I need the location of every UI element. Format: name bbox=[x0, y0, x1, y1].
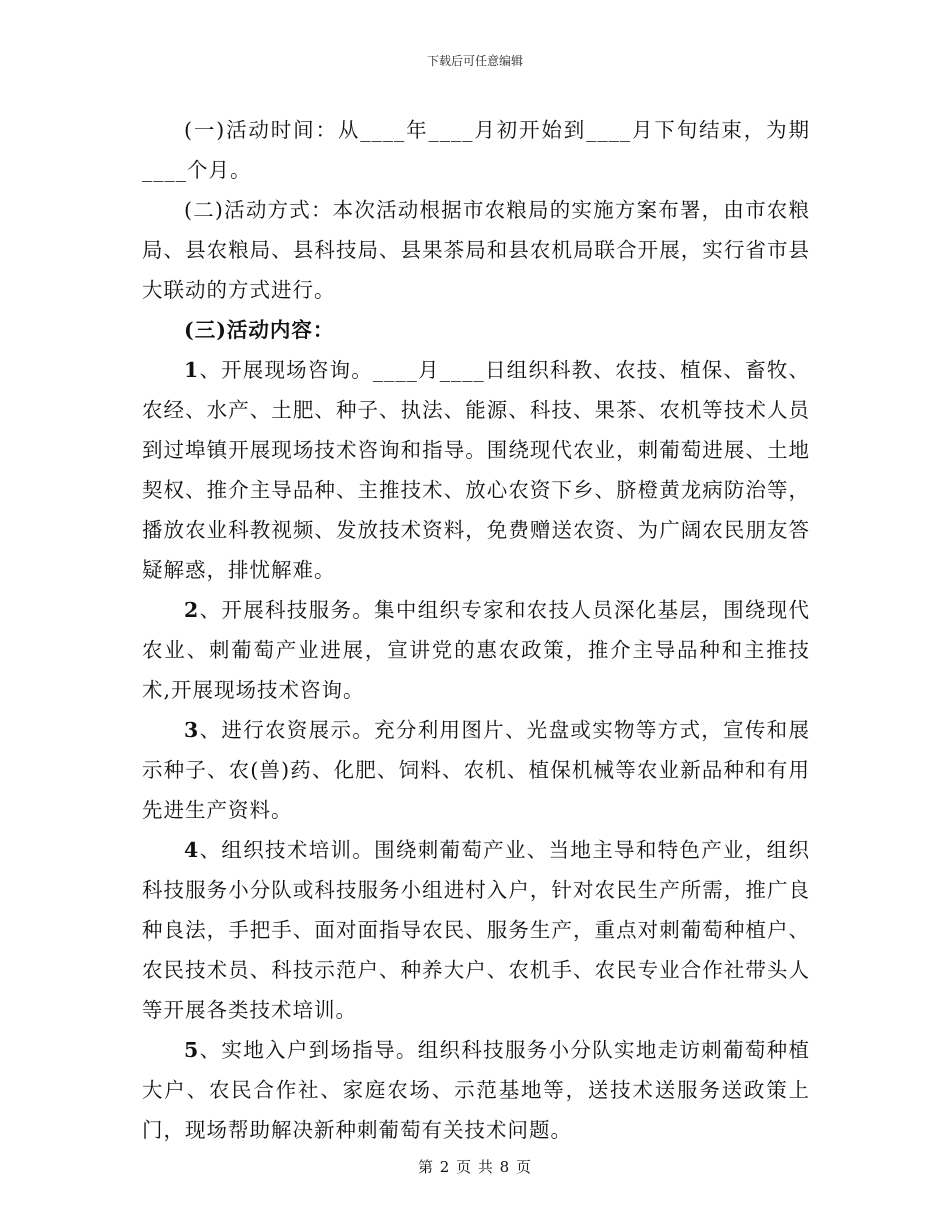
item-number: 2 bbox=[184, 598, 200, 622]
list-item-tech-service bbox=[142, 590, 810, 710]
list-item-onsite-consulting bbox=[142, 350, 810, 590]
page-header: 下载后可任意编辑 bbox=[426, 54, 523, 68]
list-item-agri-display bbox=[142, 710, 810, 830]
item-text: 、组织技术培训。围绕刺葡萄产业、当地主导和特色产业，组织科技服务小分队或科技服务小组进村入户，针对农民生产所需，推广良种良法，手把手、面对面指导农民、服务生产，重点对刺葡萄种植户、农民技术员、科技示范户、种养大户、农机手、农民专业合作社带头人等开展各类技术培训。 bbox=[142, 838, 810, 1022]
item-text: 、开展科技服务。集中组织专家和农技人员深化基层，围绕现代农业、刺葡萄产业进展，宣讲党的惠农政策，推介主导品种和主推技术,开展现场技术咨询。 bbox=[142, 598, 810, 702]
item-number: 3 bbox=[184, 718, 200, 742]
paragraph-text: (二)活动方式：本次活动根据市农粮局的实施方案布署，由市农粮局、县农粮局、县科技局、县果茶局和县农机局联合开展，实行省市县大联动的方式进行。 bbox=[142, 198, 810, 302]
item-number: 5 bbox=[184, 1038, 200, 1062]
section-heading-activity-content bbox=[142, 310, 810, 350]
paragraph-text: (一)活动时间：从____年____月初开始到____月下旬结束，为期____个月。 bbox=[142, 118, 810, 182]
item-number: 1 bbox=[184, 358, 200, 382]
document-body bbox=[142, 110, 810, 1150]
list-item-tech-training bbox=[142, 830, 810, 1030]
page-footer: 第 2 页 共 8 页 bbox=[418, 1158, 532, 1176]
item-number: 4 bbox=[184, 838, 200, 862]
list-item-onsite-guidance bbox=[142, 1030, 810, 1150]
paragraph-activity-method bbox=[142, 190, 810, 310]
heading-text: (三)活动内容： bbox=[184, 318, 335, 342]
item-text: 、实地入户到场指导。组织科技服务小分队实地走访刺葡萄种植大户、农民合作社、家庭农场、示范基地等，送技术送服务送政策上门，现场帮助解决新种刺葡萄有关技术问题。 bbox=[142, 1038, 810, 1142]
item-text: 、开展现场咨询。____月____日组织科教、农技、植保、畜牧、农经、水产、土肥、种子、执法、能源、科技、果茶、农机等技术人员到过埠镇开展现场技术咨询和指导。围绕现代农业，刺葡萄进展、土地契权、推介主导品种、主推技术、放心农资下乡、脐橙黄龙病防治等，播放农业科教视频、发放技术资料，免费赠送农资、为广阔农民朋友答疑解惑，排忧解难。 bbox=[142, 358, 810, 582]
item-text: 、进行农资展示。充分利用图片、光盘或实物等方式，宣传和展示种子、农(兽)药、化肥、饲料、农机、植保机械等农业新品种和有用先进生产资料。 bbox=[142, 718, 810, 822]
paragraph-activity-time bbox=[142, 110, 810, 190]
